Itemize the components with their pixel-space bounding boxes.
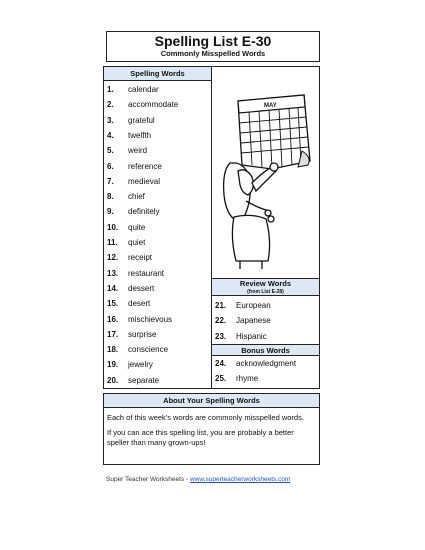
word-row [215,331,267,343]
word-text: jewelry [128,360,153,370]
word-number: 12. [107,253,119,263]
word-number: 25. [215,374,227,384]
word-text: weird [128,146,148,156]
footer-link[interactable]: www.superteacherworksheets.com [189,476,291,483]
word-text: calendar [128,85,159,94]
word-text: rhyme [236,374,259,384]
about-box [103,393,320,465]
word-text: receipt [128,253,153,263]
word-text: accommodate [128,100,179,110]
word-row [107,314,172,326]
word-text: chief [128,192,145,202]
word-table [103,66,320,389]
footer-credit: Super Teacher Worksheets - [106,476,190,483]
word-text: surprise [128,329,157,339]
word-text: Hispanic [236,331,267,341]
about-paragraph: Each of this week's words are commonly misspelled words. [107,413,304,422]
word-number: 6. [107,161,114,171]
word-number: 1. [107,85,114,94]
word-row [215,358,296,370]
word-number: 14. [107,283,119,293]
word-row [107,145,147,157]
word-text: restaurant [128,268,165,278]
girl-icon [224,163,278,269]
word-row [107,130,151,142]
word-row [107,161,162,173]
review-and-bonus-section [212,278,319,388]
word-number: 22. [215,316,227,326]
word-number: 11. [107,238,118,247]
girl-writing-on-calendar-illustration [212,91,324,269]
word-row [107,237,145,249]
about-heading: About Your Spelling Words [104,394,319,408]
word-row [107,252,152,264]
word-row [107,283,154,295]
word-number: 4. [107,130,114,140]
footer [106,476,290,483]
word-number: 3. [107,115,114,125]
word-row [107,99,178,111]
word-row [215,315,271,327]
word-number: 10. [107,222,119,232]
word-text: dessert [128,283,155,293]
word-text: reference [128,161,162,171]
word-row [107,375,159,387]
spelling-words-heading: Spelling Words [104,67,211,81]
word-number: 16. [107,314,119,324]
word-number: 18. [107,345,119,355]
review-words-header [212,278,319,296]
word-text: desert [128,299,151,309]
word-row [215,300,271,312]
page-subtitle: Commonly Misspelled Words [160,49,266,58]
word-text: quiet [128,238,146,247]
title-box [106,31,320,62]
bonus-words-heading: Bonus Words [212,344,319,356]
word-text: Japanese [236,316,271,326]
about-paragraph: If you can ace this spelling list, you are probably a better speller than many grown-ups! [107,428,294,447]
word-number: 13. [107,268,119,278]
word-row [107,206,160,218]
word-row [107,268,164,280]
review-words-heading: Review Words [239,279,292,288]
word-row [107,329,156,341]
about-text [104,408,319,448]
word-number: 8. [107,192,114,202]
word-row [215,373,258,385]
word-number: 19. [107,360,119,370]
word-text: acknowledgment [236,359,297,368]
spelling-words-column [104,67,212,388]
word-row [107,359,153,371]
word-number: 7. [107,176,114,186]
word-text: quite [128,222,146,232]
review-words-subheading: (from List E-28) [247,289,284,295]
word-row [107,84,159,96]
word-number: 5. [107,146,114,156]
word-number: 20. [107,375,119,385]
word-row [107,191,145,203]
word-text: definitely [128,207,160,217]
word-number: 15. [107,299,119,309]
word-number: 21. [215,301,227,310]
word-text: mischievous [128,314,173,324]
word-number: 24. [215,359,227,368]
word-row [107,344,168,356]
word-number: 9. [107,207,114,217]
word-row [107,298,150,310]
word-text: grateful [128,115,155,125]
word-text: conscience [128,345,169,355]
word-text: medieval [128,176,161,186]
word-text: twelfth [128,130,152,140]
word-row [107,176,160,188]
word-text: separate [128,375,160,385]
word-row [107,115,155,127]
calendar-month-label: MAY [264,103,277,109]
word-number: 2. [107,100,114,110]
word-row [107,222,145,234]
word-number: 23. [215,331,227,341]
word-number: 17. [107,329,119,339]
page-title: Spelling List E-30 [154,33,272,49]
word-text: European [236,301,271,310]
